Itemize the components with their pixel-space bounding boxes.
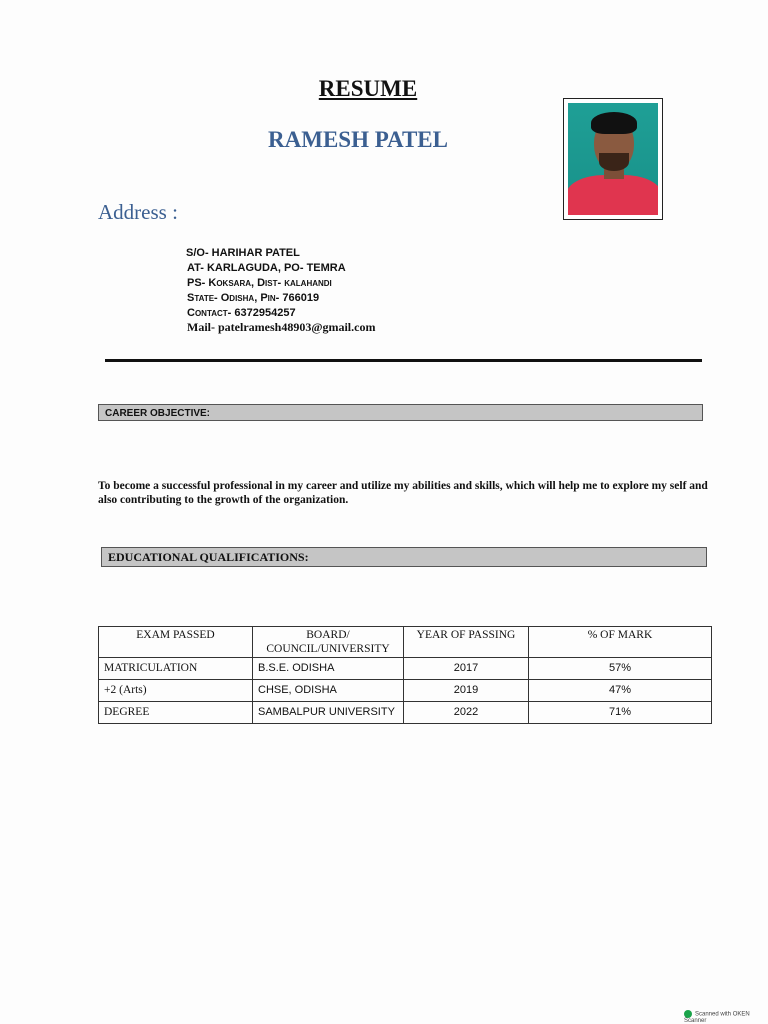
cell-mark: 71%	[529, 702, 712, 724]
scanner-logo-icon	[684, 1010, 692, 1018]
photo-beard	[599, 153, 629, 171]
cell-board: CHSE, ODISHA	[253, 680, 404, 702]
cell-board: B.S.E. ODISHA	[253, 658, 404, 680]
cell-year: 2019	[404, 680, 529, 702]
career-objective-heading: CAREER OBJECTIVE:	[98, 404, 703, 421]
cell-exam: +2 (Arts)	[99, 680, 253, 702]
address-line-village: AT- KARLAGUDA, PO- TEMRA	[187, 262, 346, 274]
table-row	[99, 680, 712, 702]
cell-mark: 57%	[529, 658, 712, 680]
cell-board: SAMBALPUR UNIVERSITY	[253, 702, 404, 724]
cell-year: 2022	[404, 702, 529, 724]
column-header-mark: % OF MARK	[529, 627, 712, 658]
scanner-watermark	[684, 1010, 768, 1024]
career-objective-text: To become a successful professional in my career and utilize my abilities and skills, which will help me to explore my self and also contributing to the growth of the organization.	[98, 480, 708, 506]
table-row	[99, 658, 712, 680]
education-table	[98, 626, 712, 724]
address-line-parent: S/O- HARIHAR PATEL	[186, 247, 300, 259]
divider-rule	[105, 359, 702, 362]
address-line-district: PS- Koksara, Dist- kalahandi	[187, 277, 332, 289]
table-header-row	[99, 627, 712, 658]
cell-mark: 47%	[529, 680, 712, 702]
profile-photo	[563, 98, 663, 220]
address-line-contact: Contact- 6372954257	[187, 307, 296, 319]
column-header-exam: EXAM PASSED	[99, 627, 253, 658]
resume-title: RESUME	[318, 76, 418, 101]
cell-exam: DEGREE	[99, 702, 253, 724]
photo-image	[568, 103, 658, 215]
cell-exam: MATRICULATION	[99, 658, 253, 680]
address-label: Address :	[98, 200, 178, 224]
candidate-name: RAMESH PATEL	[268, 127, 448, 152]
column-header-year: YEAR OF PASSING	[404, 627, 529, 658]
column-header-board: BOARD/ COUNCIL/UNIVERSITY	[253, 627, 404, 658]
cell-year: 2017	[404, 658, 529, 680]
photo-hair	[591, 112, 637, 134]
photo-shirt	[568, 175, 658, 215]
address-line-state: State- Odisha, Pin- 766019	[187, 292, 320, 304]
table-row	[99, 702, 712, 724]
address-line-mail: Mail- patelramesh48903@gmail.com	[187, 320, 376, 334]
education-heading: EDUCATIONAL QUALIFICATIONS:	[101, 547, 707, 567]
scanner-text: Scanned with OKEN Scanner	[684, 1011, 750, 1024]
